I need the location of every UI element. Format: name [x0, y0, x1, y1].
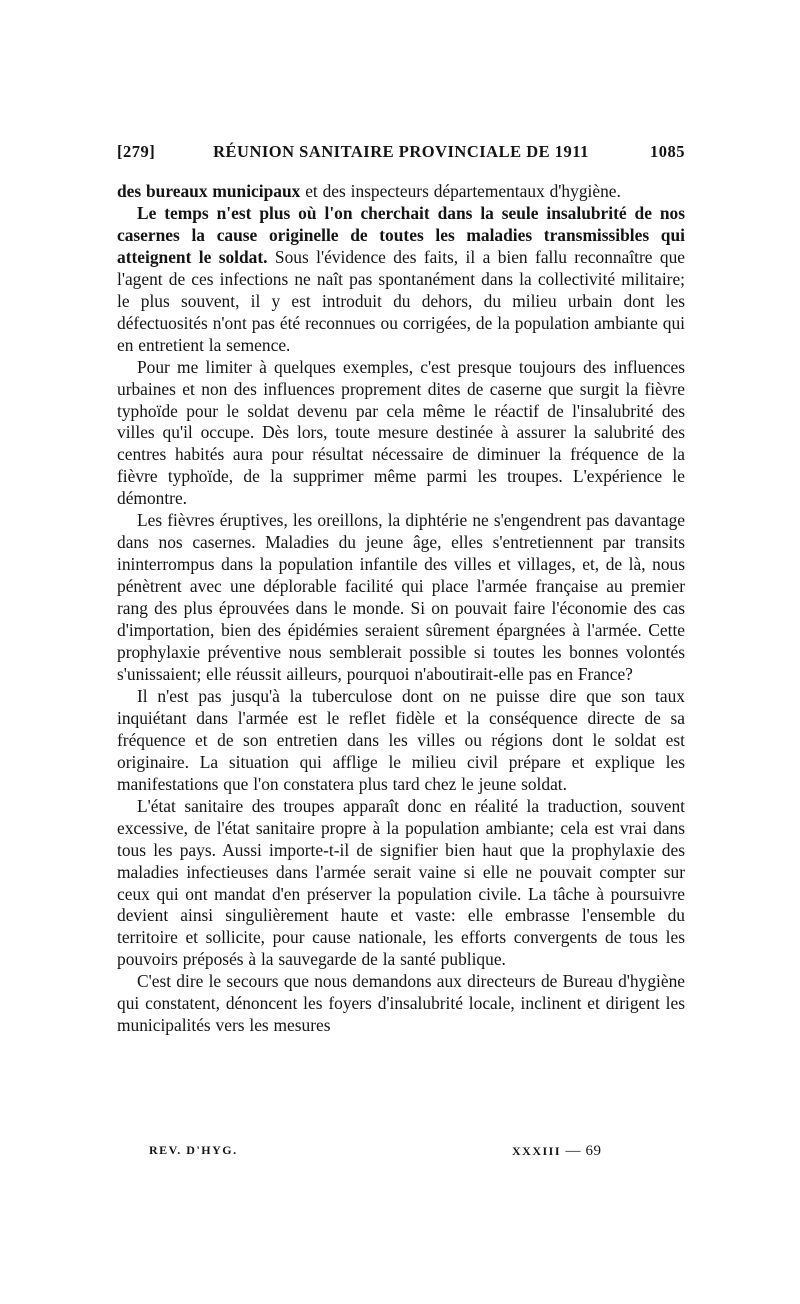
page-reference: [279]	[117, 142, 156, 161]
running-header	[117, 142, 685, 166]
paragraph-text: Les fièvres éruptives, les oreillons, la diphtérie ne s'engendrent pas davantage dans nos casernes. Maladies du jeune âge, elles s'entretiennent par transits ininterrompus dans la population infantile des villes et villages, et, de là, nous pénètrent avec une déplorable facilité qui place l'armée française au premier rang des plus éprouvées dans le monde. Si on pouvait faire l'économie des cas d'importation, bien des épidémies seraient sûrement épargnées à l'armée. Cette prophylaxie préventive nous semblerait possible si toutes les bonnes volontés s'unissaient; elle réussit ailleurs, pourquoi n'aboutirait-elle pas en France?	[117, 510, 685, 684]
paragraph	[117, 203, 685, 357]
paragraph-text: C'est dire le secours que nous demandons aux directeurs de Bureau d'hygiène qui constatent, dénoncent les foyers d'insalubrité locale, inclinent et dirigent les municipalités vers les mesures	[117, 971, 685, 1036]
signature-separator: —	[565, 1143, 582, 1159]
signature-number: 69	[585, 1143, 602, 1159]
paragraph-text: Il n'est pas jusqu'à la tuberculose dont on ne puisse dire que son taux inquiétant dans l'armée est le reflet fidèle et la conséquence directe de sa fréquence et de son entretien dans les villes ou régions dont le soldat est originaire. La situation qui afflige le milieu civil prépare et explique les manifestations que l'on constatera plus tard chez le jeune soldat.	[117, 685, 685, 794]
page-number: 1085	[650, 142, 685, 161]
signature-volume: XXXIII	[512, 1144, 562, 1158]
paragraph-text: et des inspecteurs départementaux d'hygiène.	[300, 181, 621, 201]
paragraph-text: Pour me limiter à quelques exemples, c'est presque toujours des influences urbaines et non des influences proprement dites de caserne que surgit la fièvre typhoïde pour le soldat devenu par cela même le réactif de l'insalubrité des villes qu'il occupe. Dès lors, toute mesure destinée à assurer la salubrité des centres habités aura pour résultat nécessaire de diminuer la fréquence de la fièvre typhoïde, de la supprimer même parmi les troupes. L'expérience le démontre.	[117, 356, 685, 509]
page-footer	[117, 1143, 685, 1163]
paragraph-bold: des bureaux municipaux	[117, 181, 301, 201]
paragraph-text: Sous l'évidence des faits, il a bien fallu reconnaître que l'agent de ces infections ne naît pas spontanément dans la collectivité militaire; le plus souvent, il y est introduit du dehors, du milieu urbain dont les défectuosités n'ont pas été reconnues ou corrigées, de la population ambiante qui en entretient la semence.	[117, 246, 685, 355]
paragraph	[117, 796, 685, 972]
paragraph	[117, 357, 685, 511]
paragraph	[117, 510, 685, 686]
paragraph-text: L'état sanitaire des troupes apparaît donc en réalité la traduction, souvent excessive, de l'état sanitaire propre à la population ambiante; cela est vrai dans tous les pays. Aussi importe-t-il de signifier bien haut que la prophylaxie des maladies infectieuses dans l'armée serait vaine si elle ne pouvait compter sur ceux qui ont mandat d'en préserver la population civile. La tâche à poursuivre devient ainsi singulièrement haute et vaste: elle embrasse l'ensemble du territoire et sollicite, pour cause nationale, les efforts convergents de tous les pouvoirs préposés à la sauvegarde de la santé publique.	[117, 795, 685, 970]
paragraph	[117, 686, 685, 796]
running-title: RÉUNION SANITAIRE PROVINCIALE DE 1911	[213, 142, 589, 161]
paragraph	[117, 971, 685, 1037]
paragraph	[117, 181, 685, 203]
printer-signature	[512, 1143, 602, 1160]
journal-abbreviation: REV. D'HYG.	[149, 1143, 238, 1157]
body-text	[117, 181, 685, 1037]
paragraph-bold: Le temps n'est plus où l'on cherchait dans la seule insalubrité de nos casernes la cause originelle de toutes les maladies transmissibles qui atteignent le soldat.	[117, 202, 685, 267]
